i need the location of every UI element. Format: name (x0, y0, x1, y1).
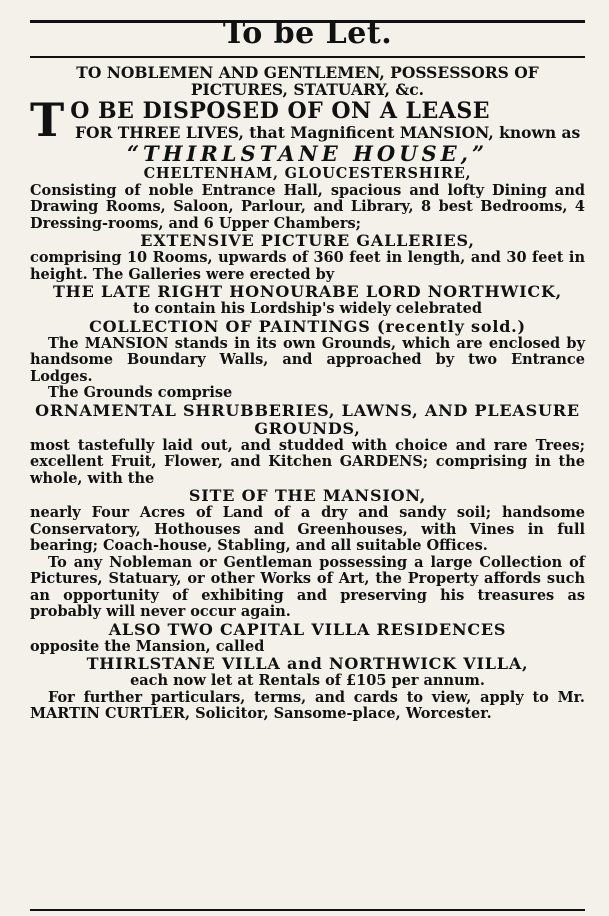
paragraph-gardens: most tastefully laid out, and studded with choice and rare Trees; excellent Fruit, Flower, and Kitchen GARDENS; comprising in the whole, with the (30, 436, 585, 487)
paragraph-opposite: opposite the Mansion, called (30, 637, 265, 655)
drop-cap: T (30, 93, 65, 147)
paragraph-opportunity: To any Nobleman or Gentleman possessing a large Collection of Pictures, Statuary, or other Works of Art, the Property affords such an opportunity of exhibiting and preserving his treasures as probably will never occur again. (30, 553, 585, 620)
galleries-heading: EXTENSIVE PICTURE GALLERIES, (140, 231, 475, 250)
collection-heading: COLLECTION OF PAINTINGS (recently sold.) (89, 316, 526, 336)
page-title: To be Let. (222, 16, 393, 51)
house-name: “THIRLSTANE HOUSE,” (126, 141, 489, 166)
paragraph-land: nearly Four Acres of Land of a dry and sandy soil; handsome Conservatory, Hothouses and Greenhouses, with Vines in full bearing; Coach-house, Stabling, and all suitable Offices. (30, 504, 585, 554)
paragraph-grounds: The Grounds comprise (48, 384, 233, 401)
location: CHELTENHAM, GLOUCESTERSHIRE, (143, 165, 472, 182)
lord-heading: THE LATE RIGHT HONOURABE LORD NORTHWICK, (52, 282, 563, 301)
villas-heading: ALSO TWO CAPITAL VILLA RESIDENCES (108, 619, 507, 639)
top-rule (30, 20, 585, 23)
headline-sub: FOR THREE LIVES, that Magnificent MANSION, known as (74, 123, 581, 142)
bottom-rule (30, 909, 585, 911)
paragraph-mansion: The MANSION stands in its own Grounds, which are enclosed by handsome Boundary Walls, and approached by two Entrance Lodges. (30, 334, 585, 385)
header-rule (30, 56, 585, 58)
site-heading: SITE OF THE MANSION, (188, 486, 427, 505)
advertisement-page (0, 16, 609, 916)
headline: O BE DISPOSED OF ON A LEASE (70, 98, 491, 124)
headline-block (30, 93, 585, 147)
paragraph-rooms: Consisting of noble Entrance Hall, spacious and lofty Dining and Drawing Rooms, Saloon, Parlour, and Library, 8 best Bedrooms, 4 Dressing-rooms, and 6 Upper Chambers; (30, 181, 585, 232)
address-line: TO NOBLEMEN AND GENTLEMEN, POSSESSORS OF PICTURES, STATUARY, &c. (76, 63, 539, 99)
paragraph-lordship: to contain his Lordship's widely celebrated (133, 300, 482, 317)
paragraph-rentals: each now let at Rentals of £105 per annum. (130, 672, 485, 689)
paragraph-galleries: comprising 10 Rooms, upwards of 360 feet in length, and 30 feet in height. The Galleries were erected by (30, 249, 585, 283)
ornamental-heading: ORNAMENTAL SHRUBBERIES, LAWNS, AND PLEASURE GROUNDS, (35, 400, 580, 438)
paragraph-contact: For further particulars, terms, and cards to view, apply to Mr. MARTIN CURTLER, Solicitor, Sansome-place, Worcester. (30, 688, 585, 722)
villa-names: THIRLSTANE VILLA and NORTHWICK VILLA, (86, 654, 529, 673)
